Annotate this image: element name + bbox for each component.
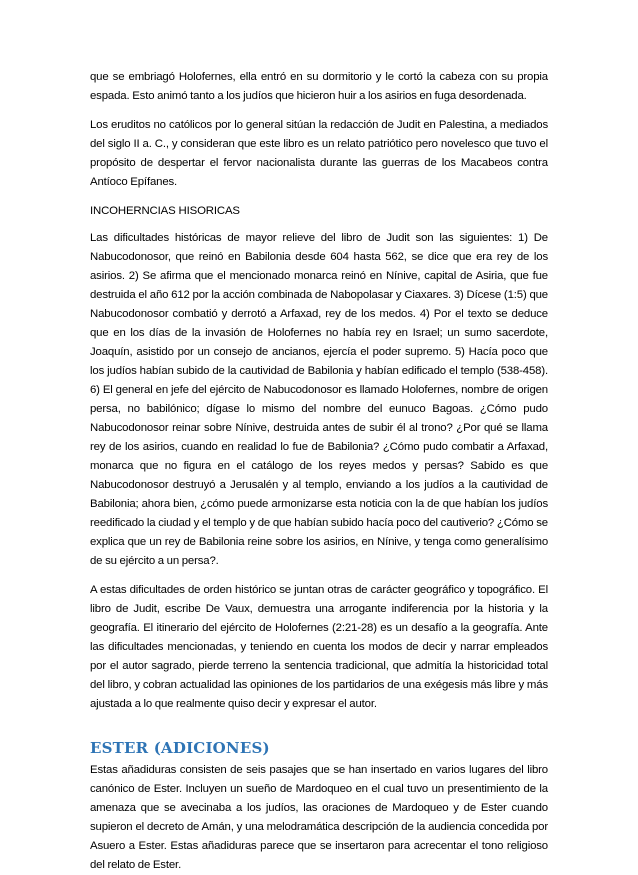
subheading-historical-inconsistencies: INCOHERNCIAS HISORICAS [90,205,240,217]
paragraph-historical-difficulties: Las dificultades históricas de mayor relieve del libro de Judit son las siguientes: 1) De Nabucodonosor, que reinó en Babilonia desde 604 hasta 562, se dice que era rey de los asirios. 2) Se afirma que el mencionado monarca reinó en Nínive, capital de Asiria, que fue destruida el año 612 por la acción combinada de Nabopolasar y Ciaxares. 3) Dícese (1:5) que Nabucodonosor combatió y derrotó a Arfaxad, rey de los medos. 4) Por el texto se deduce que en los días de la invasión de Holofernes no había rey en Israel; un sumo sacerdote, Joaquín, asistido por un consejo de ancianos, ejercía el poder supremo. 5) Hacía poco que los judíos habían subido de la cautividad de Babilonia y habían edificado el templo (538-458). 6) El general en jefe del ejército de Nabucodonosor es llamado Holofernes, nombre de origen persa, no babilónico; dígase lo mismo del nombre del eunuco Bagoas. ¿Cómo pudo Nabucodonosor reinar sobre Nínive, destruida antes de subir él al trono? ¿Por qué se llama rey de los asirios, cuando en realidad lo fue de Babilonia? ¿Cómo pudo combatir a Arfaxad, monarca que no figura en el catálogo de los reyes medos y persas? Sabido es que Nabucodonosor destruyó a Jerusalén y al templo, enviando a los judíos a la cautividad de Babilonia; ahora bien, ¿cómo puede armonizarse esta noticia con la de que habían los judíos reedificado la ciudad y el templo y de que habían subido hacía poco del cautiverio? ¿Cómo se explica que un rey de Babilonia reine sobre los asirios, en Nínive, y tenga como generalísimo de su ejército a un persa?. [90,232,548,567]
paragraph-judith-ending: que se embriagó Holofernes, ella entró en su dormitorio y le cortó la cabeza con su propia espada. Esto animó tanto a los judíos que hicieron huir a los asirios en fuga desordenada. [90,71,548,102]
paragraph-ester-additions: Estas añadiduras consisten de seis pasajes que se han insertado en varios lugares del libro canónico de Ester. Incluyen un sueño de Mardoqueo en el cual tuvo un presentimiento de la amenaza que se avecinaba a los judíos, las oraciones de Mardoqueo y de Ester cuando supieron el decreto de Amán, y una melodramática descripción de la audiencia concedida por Asuero a Ester. Estas añadiduras parece que se insertaron para acrecentar el tono religioso del relato de Ester. [90,764,548,871]
paragraph-geographical-difficulties: A estas dificultades de orden histórico se juntan otras de carácter geográfico y topográfico. El libro de Judit, escribe De Vaux, demuestra una arrogante indiferencia por la historia y la geografía. El itinerario del ejército de Holofernes (2:21-28) es un desafío a la geografía. Ante las dificultades mencionadas, y teniendo en cuenta los modos de decir y narrar empleados por el autor sagrado, pierde terreno la sentencia tradicional, que admitía la historicidad total del libro, y cobran actualidad las opiniones de los partidarios de una exégesis más libre y más ajustada a lo que realmente quiso decir y expresar el autor. [90,584,548,710]
paragraph-scholars: Los eruditos no católicos por lo general sitúan la redacción de Judit en Palestina, a mediados del siglo II a. C., y consideran que este libro es un relato patriótico pero novelesco que tuvo el propósito de despertar el fervor nacionalista durante las guerras de los Macabeos contra Antíoco Epífanes. [90,119,548,188]
section-heading-ester: ESTER (ADICIONES) [90,739,270,757]
